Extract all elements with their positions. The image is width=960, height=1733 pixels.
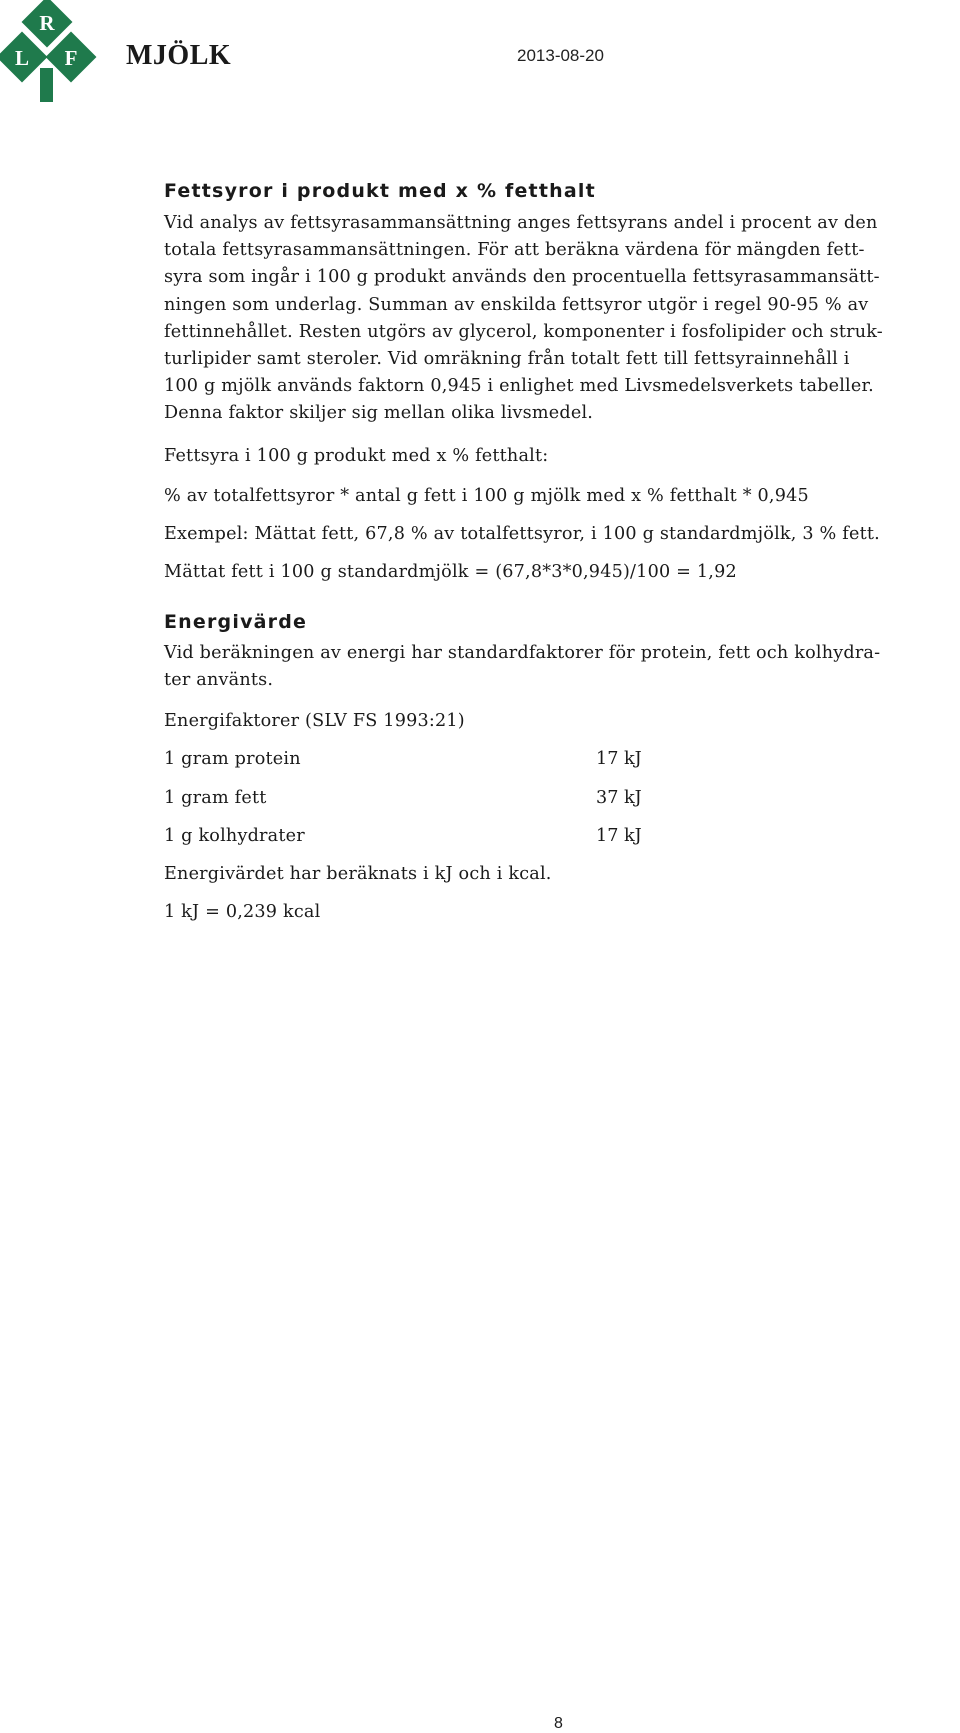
section-heading-energy: Energivärde [164, 611, 308, 633]
paragraph-line: Vid analys av fettsyrasammansättning anges fettsyrans andel i procent av den [164, 213, 878, 233]
paragraph-line: 100 g mjölk används faktorn 0,945 i enlighet med Livsmedelsverkets tabeller. [164, 376, 874, 397]
page-number: 8 [554, 1715, 563, 1732]
paragraph-line: Vid beräkningen av energi har standardfaktorer för protein, fett och kolhydra- [164, 643, 881, 663]
section-heading-fatty-acids: Fettsyror i produkt med x % fetthalt [164, 180, 596, 202]
example-calculation: Mättat fett i 100 g standardmjölk = (67,8*3*0,945)/100 = 1,92 [164, 562, 737, 582]
logo-stem [40, 68, 53, 102]
logo-letter-f: F [64, 46, 78, 70]
formula: % av totalfettsyror * antal g fett i 100 g mjölk med x % fetthalt * 0,945 [164, 486, 809, 506]
energy-factor-value: 17 kJ [596, 749, 642, 769]
fatty-acids-paragraph [164, 210, 960, 428]
paragraph-line: syra som ingår i 100 g produkt används den procentuella fettsyrasammansätt- [164, 267, 880, 288]
paragraph-line: fettinnehållet. Resten utgörs av glycerol, komponenter i fosfolipider och struk- [164, 321, 883, 342]
energy-conversion: 1 kJ = 0,239 kcal [164, 902, 321, 922]
energy-factor-label: 1 g kolhydrater [164, 826, 305, 846]
lrf-logo [0, 0, 114, 104]
paragraph-line: Denna faktor skiljer sig mellan olika livsmedel. [164, 403, 594, 424]
energy-factor-value: 17 kJ [596, 826, 642, 846]
energy-factor-label: 1 gram fett [164, 788, 267, 808]
energy-factor-label: 1 gram protein [164, 749, 301, 769]
energy-paragraph [164, 640, 960, 694]
paragraph-line: ter använts. [164, 670, 274, 691]
paragraph-line: turlipider samt steroler. Vid omräkning från totalt fett till fettsyrainnehåll i [164, 349, 850, 370]
energy-factor-value: 37 kJ [596, 788, 642, 808]
brand-name: MJÖLK [126, 40, 232, 71]
paragraph-line: totala fettsyrasammansättningen. För att beräkna värdena för mängden fett- [164, 240, 865, 261]
document-date: 2013-08-20 [517, 46, 604, 65]
paragraph-line: ningen som underlag. Summan av enskilda fettsyror utgör i regel 90-95 % av [164, 294, 869, 315]
energy-note: Energivärdet har beräknats i kJ och i kcal. [164, 864, 552, 884]
logo-letter-l: L [14, 46, 30, 70]
formula-title: Fettsyra i 100 g produkt med x % fetthalt: [164, 446, 549, 466]
logo-letter-r: R [39, 11, 55, 35]
energy-factors-title: Energifaktorer (SLV FS 1993:21) [164, 711, 465, 731]
example-text: Exempel: Mättat fett, 67,8 % av totalfettsyror, i 100 g standardmjölk, 3 % fett. [164, 524, 880, 544]
